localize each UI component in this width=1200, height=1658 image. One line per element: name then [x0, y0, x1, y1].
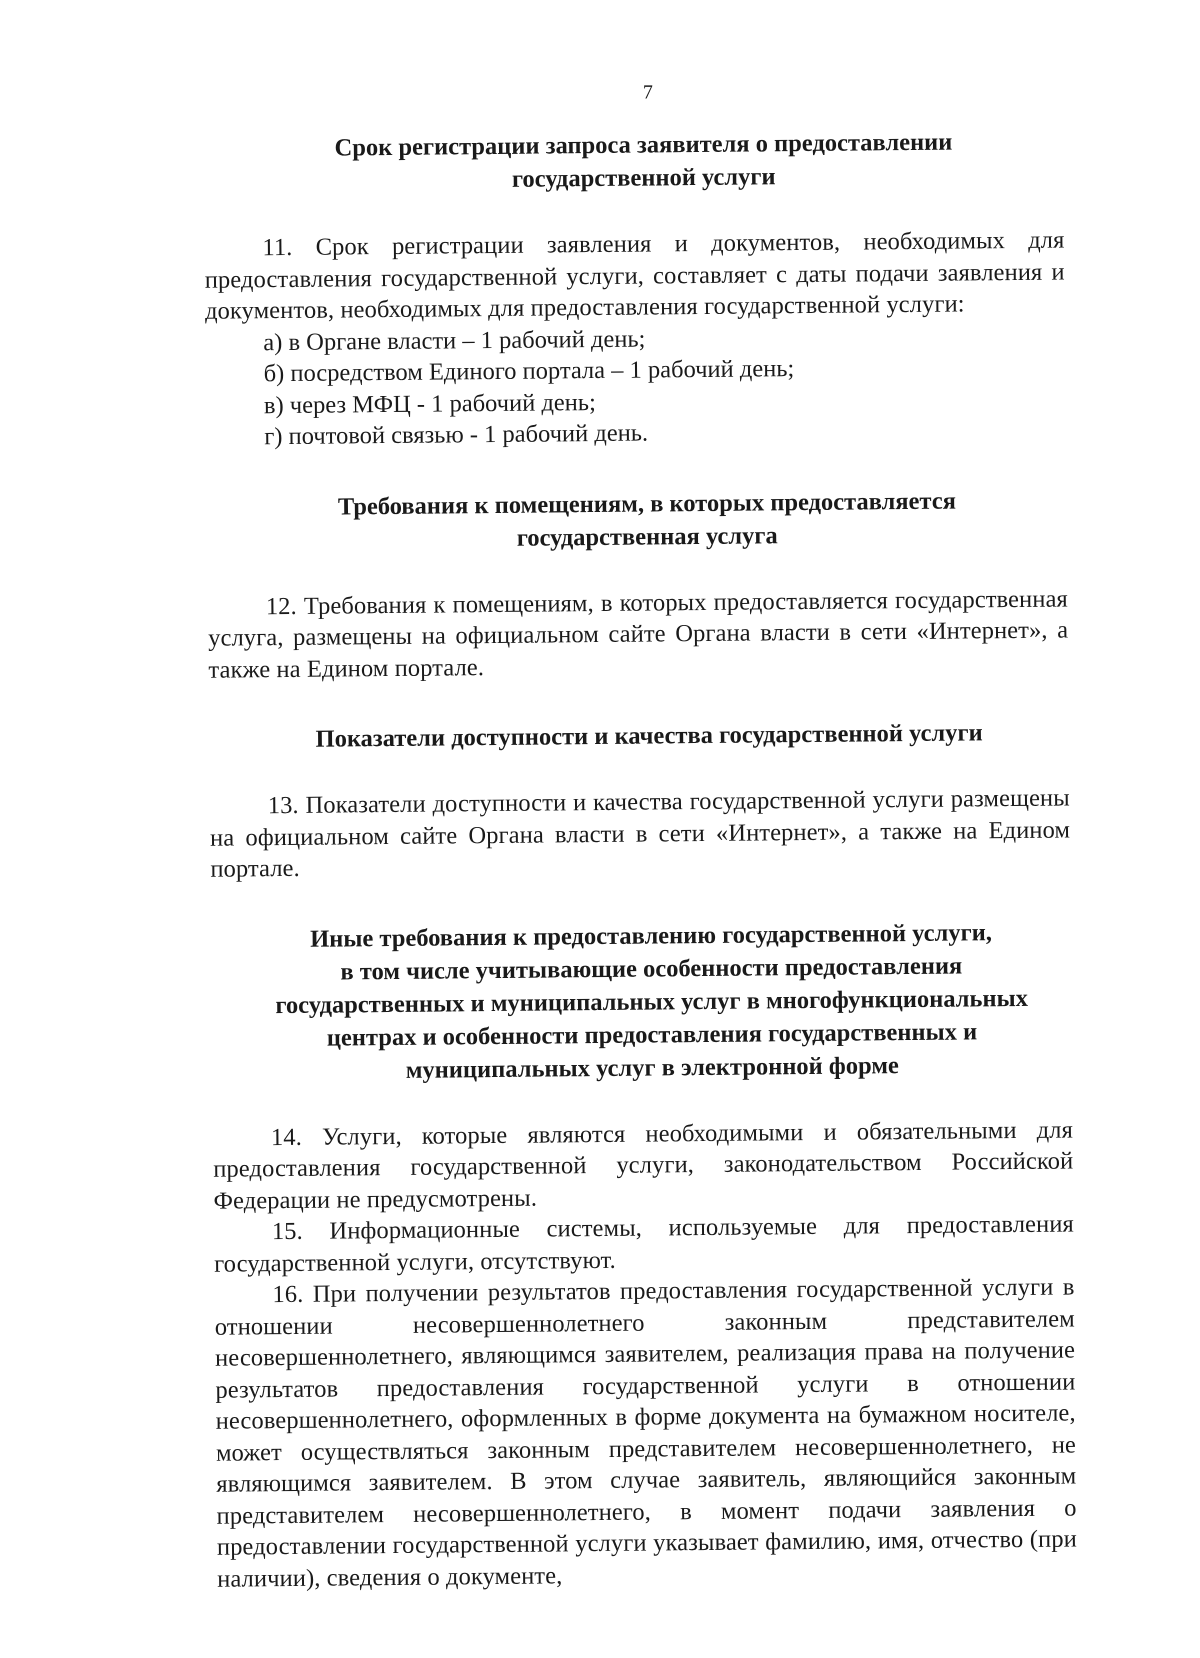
- title-line: Показатели доступности и качества государственной услуги: [315, 719, 983, 753]
- list-item-v: в) через МФЦ - 1 рабочий день;: [263, 388, 596, 419]
- title-line: государственной услуги: [511, 163, 776, 193]
- page-number: 7: [642, 81, 654, 104]
- title-line: Требования к помещениям, в которых предоставляется: [337, 487, 957, 521]
- list-item-b: б) посредством Единого портала – 1 рабочий день;: [263, 355, 795, 388]
- title-line: Срок регистрации запроса заявителя о предоставлении: [334, 128, 953, 162]
- title-line: в том числе учитывающие особенности предоставления: [340, 952, 963, 985]
- paragraph-16: 16. При получении результатов предоставления государственной услуги в отношении несовершеннолетнего законным представителем несовершеннолетнего, являющимся заявителем, реализация права на получение результатов предоставления государственной услуги в отношении несовершеннолетнего, оформленных в форме документа на бумажном носителе, может осуществляться законным представителем несовершеннолетнего, не являющимся заявителем. В этом случае заявитель, являющийся законным представителем несовершеннолетнего, в момент подачи заявления о предоставлении государственной услуги указывает фамилию, имя, отчество (при наличии), сведения о документе,: [214, 1273, 1077, 1593]
- list-item-g: г) почтовой связью - 1 рабочий день.: [264, 419, 649, 451]
- section-title-other-requirements: [211, 915, 1073, 1088]
- paragraph-13: 13. Показатели доступности и качества государственной услуги размещены на официальном сайте Органа власти в сети «Интернет», а также на Едином портале.: [209, 784, 1071, 883]
- paragraph-12: 12. Требования к помещениям, в которых предоставляется государственная услуга, размещены на официальном сайте Органа власти в сети «Интернет», а также на Едином портале.: [208, 584, 1069, 684]
- paragraph-11: 11. Срок регистрации заявления и документов, необходимых для предоставления государственной услуги, составляет с даты подачи заявления и документов, необходимых для предоставления государственной услуги:: [204, 226, 1065, 325]
- paragraph-15: 15. Информационные системы, используемые для предоставления государственной услуги, отсутствуют.: [214, 1210, 1074, 1278]
- section-title-registration-term: [203, 125, 1064, 199]
- title-line: муниципальных услуг в электронной форме: [405, 1051, 900, 1084]
- paragraph-14: 14. Услуги, которые являются необходимыми и обязательными для предоставления государственной услуги, законодательством Российской Федерации не предусмотрены.: [213, 1115, 1074, 1215]
- list-item-a: а) в Органе власти – 1 рабочий день;: [263, 325, 646, 356]
- section-title-premises-requirements: [207, 483, 1068, 557]
- title-line: государственных и муниципальных услуг в многофункциональных: [275, 984, 1029, 1019]
- title-line: центрах и особенности предоставления государственных и: [326, 1017, 978, 1052]
- title-line: государственная услуга: [516, 521, 778, 552]
- title-line: Иные требования к предоставлению государственной услуги,: [310, 918, 993, 953]
